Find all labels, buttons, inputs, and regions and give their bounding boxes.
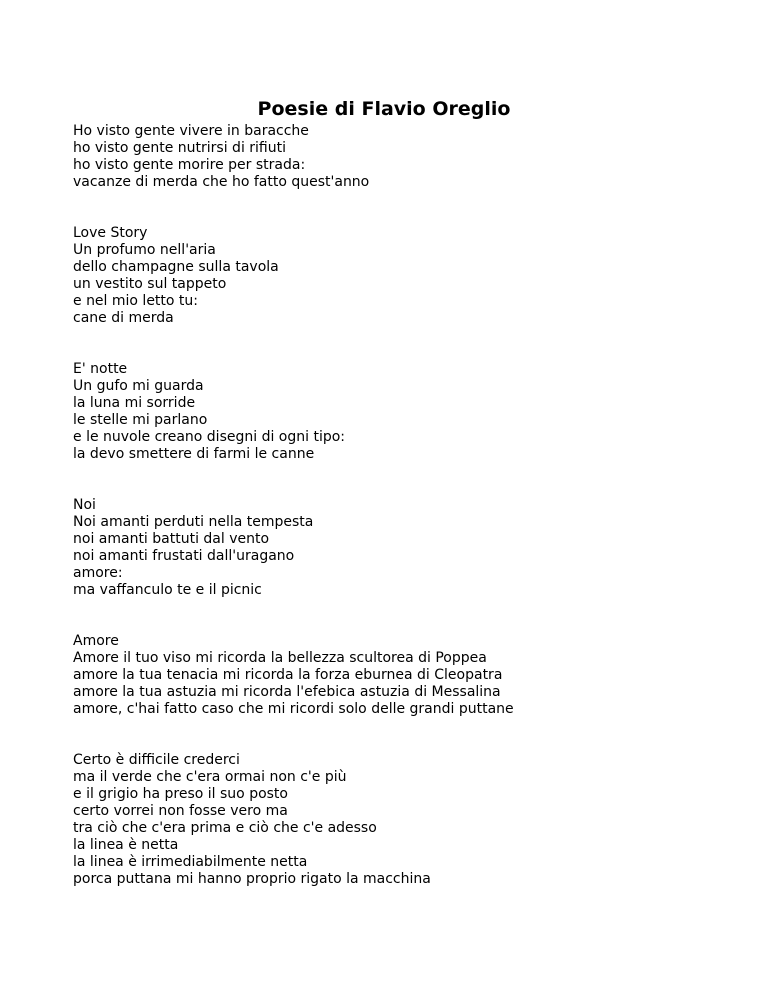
poem-line: Noi amanti perduti nella tempesta — [73, 514, 314, 530]
poem-line: la luna mi sorride — [73, 395, 196, 411]
poem-line: vacanze di merda che ho fatto quest'anno — [73, 174, 370, 190]
poem-line: E' notte — [73, 361, 128, 377]
poem-line: amore la tua tenacia mi ricorda la forza eburnea di Cleopatra — [73, 667, 503, 683]
poem-line: cane di merda — [73, 310, 174, 326]
poem-line: Amore il tuo viso mi ricorda la bellezza scultorea di Poppea — [73, 650, 487, 666]
poem-line: la linea è irrimediabilmente netta — [73, 854, 308, 870]
poem-block — [73, 225, 753, 327]
poem-line: ho visto gente morire per strada: — [73, 157, 306, 173]
poem-block — [73, 361, 753, 463]
poem-list — [73, 123, 753, 888]
poem-line: Un profumo nell'aria — [73, 242, 216, 258]
poem-line: ma il verde che c'era ormai non c'e più — [73, 769, 347, 785]
poem-block — [73, 497, 753, 599]
poem-line: Un gufo mi guarda — [73, 378, 204, 394]
poem-line: noi amanti battuti dal vento — [73, 531, 270, 547]
poem-line: e nel mio letto tu: — [73, 293, 199, 309]
poem-line: porca puttana mi hanno proprio rigato la macchina — [73, 871, 431, 887]
poem-block — [73, 752, 753, 888]
poem-line: Certo è difficile crederci — [73, 752, 240, 768]
poem-line: amore la tua astuzia mi ricorda l'efebica astuzia di Messalina — [73, 684, 501, 700]
poem-line: Noi — [73, 497, 96, 513]
poem-line: e il grigio ha preso il suo posto — [73, 786, 288, 802]
poem-line: Ho visto gente vivere in baracche — [73, 123, 309, 139]
poem-line: amore: — [73, 565, 123, 581]
poem-line: ho visto gente nutrirsi di rifiuti — [73, 140, 287, 156]
poem-line: un vestito sul tappeto — [73, 276, 227, 292]
poem-line: amore, c'hai fatto caso che mi ricordi solo delle grandi puttane — [73, 701, 514, 717]
poem-line: certo vorrei non fosse vero ma — [73, 803, 288, 819]
poem-line: Love Story — [73, 225, 148, 241]
poem-line: Amore — [73, 633, 119, 649]
poem-line: la linea è netta — [73, 837, 179, 853]
poem-line: le stelle mi parlano — [73, 412, 208, 428]
page-title: Poesie di Flavio Oreglio — [257, 97, 511, 120]
poem-line: e le nuvole creano disegni di ogni tipo: — [73, 429, 346, 445]
poem-line: dello champagne sulla tavola — [73, 259, 279, 275]
poem-line: tra ciò che c'era prima e ciò che c'e adesso — [73, 820, 377, 836]
poem-block — [73, 633, 753, 718]
poem-block — [73, 123, 753, 191]
poem-line: ma vaffanculo te e il picnic — [73, 582, 262, 598]
poem-line: la devo smettere di farmi le canne — [73, 446, 315, 462]
poem-line: noi amanti frustati dall'uragano — [73, 548, 295, 564]
